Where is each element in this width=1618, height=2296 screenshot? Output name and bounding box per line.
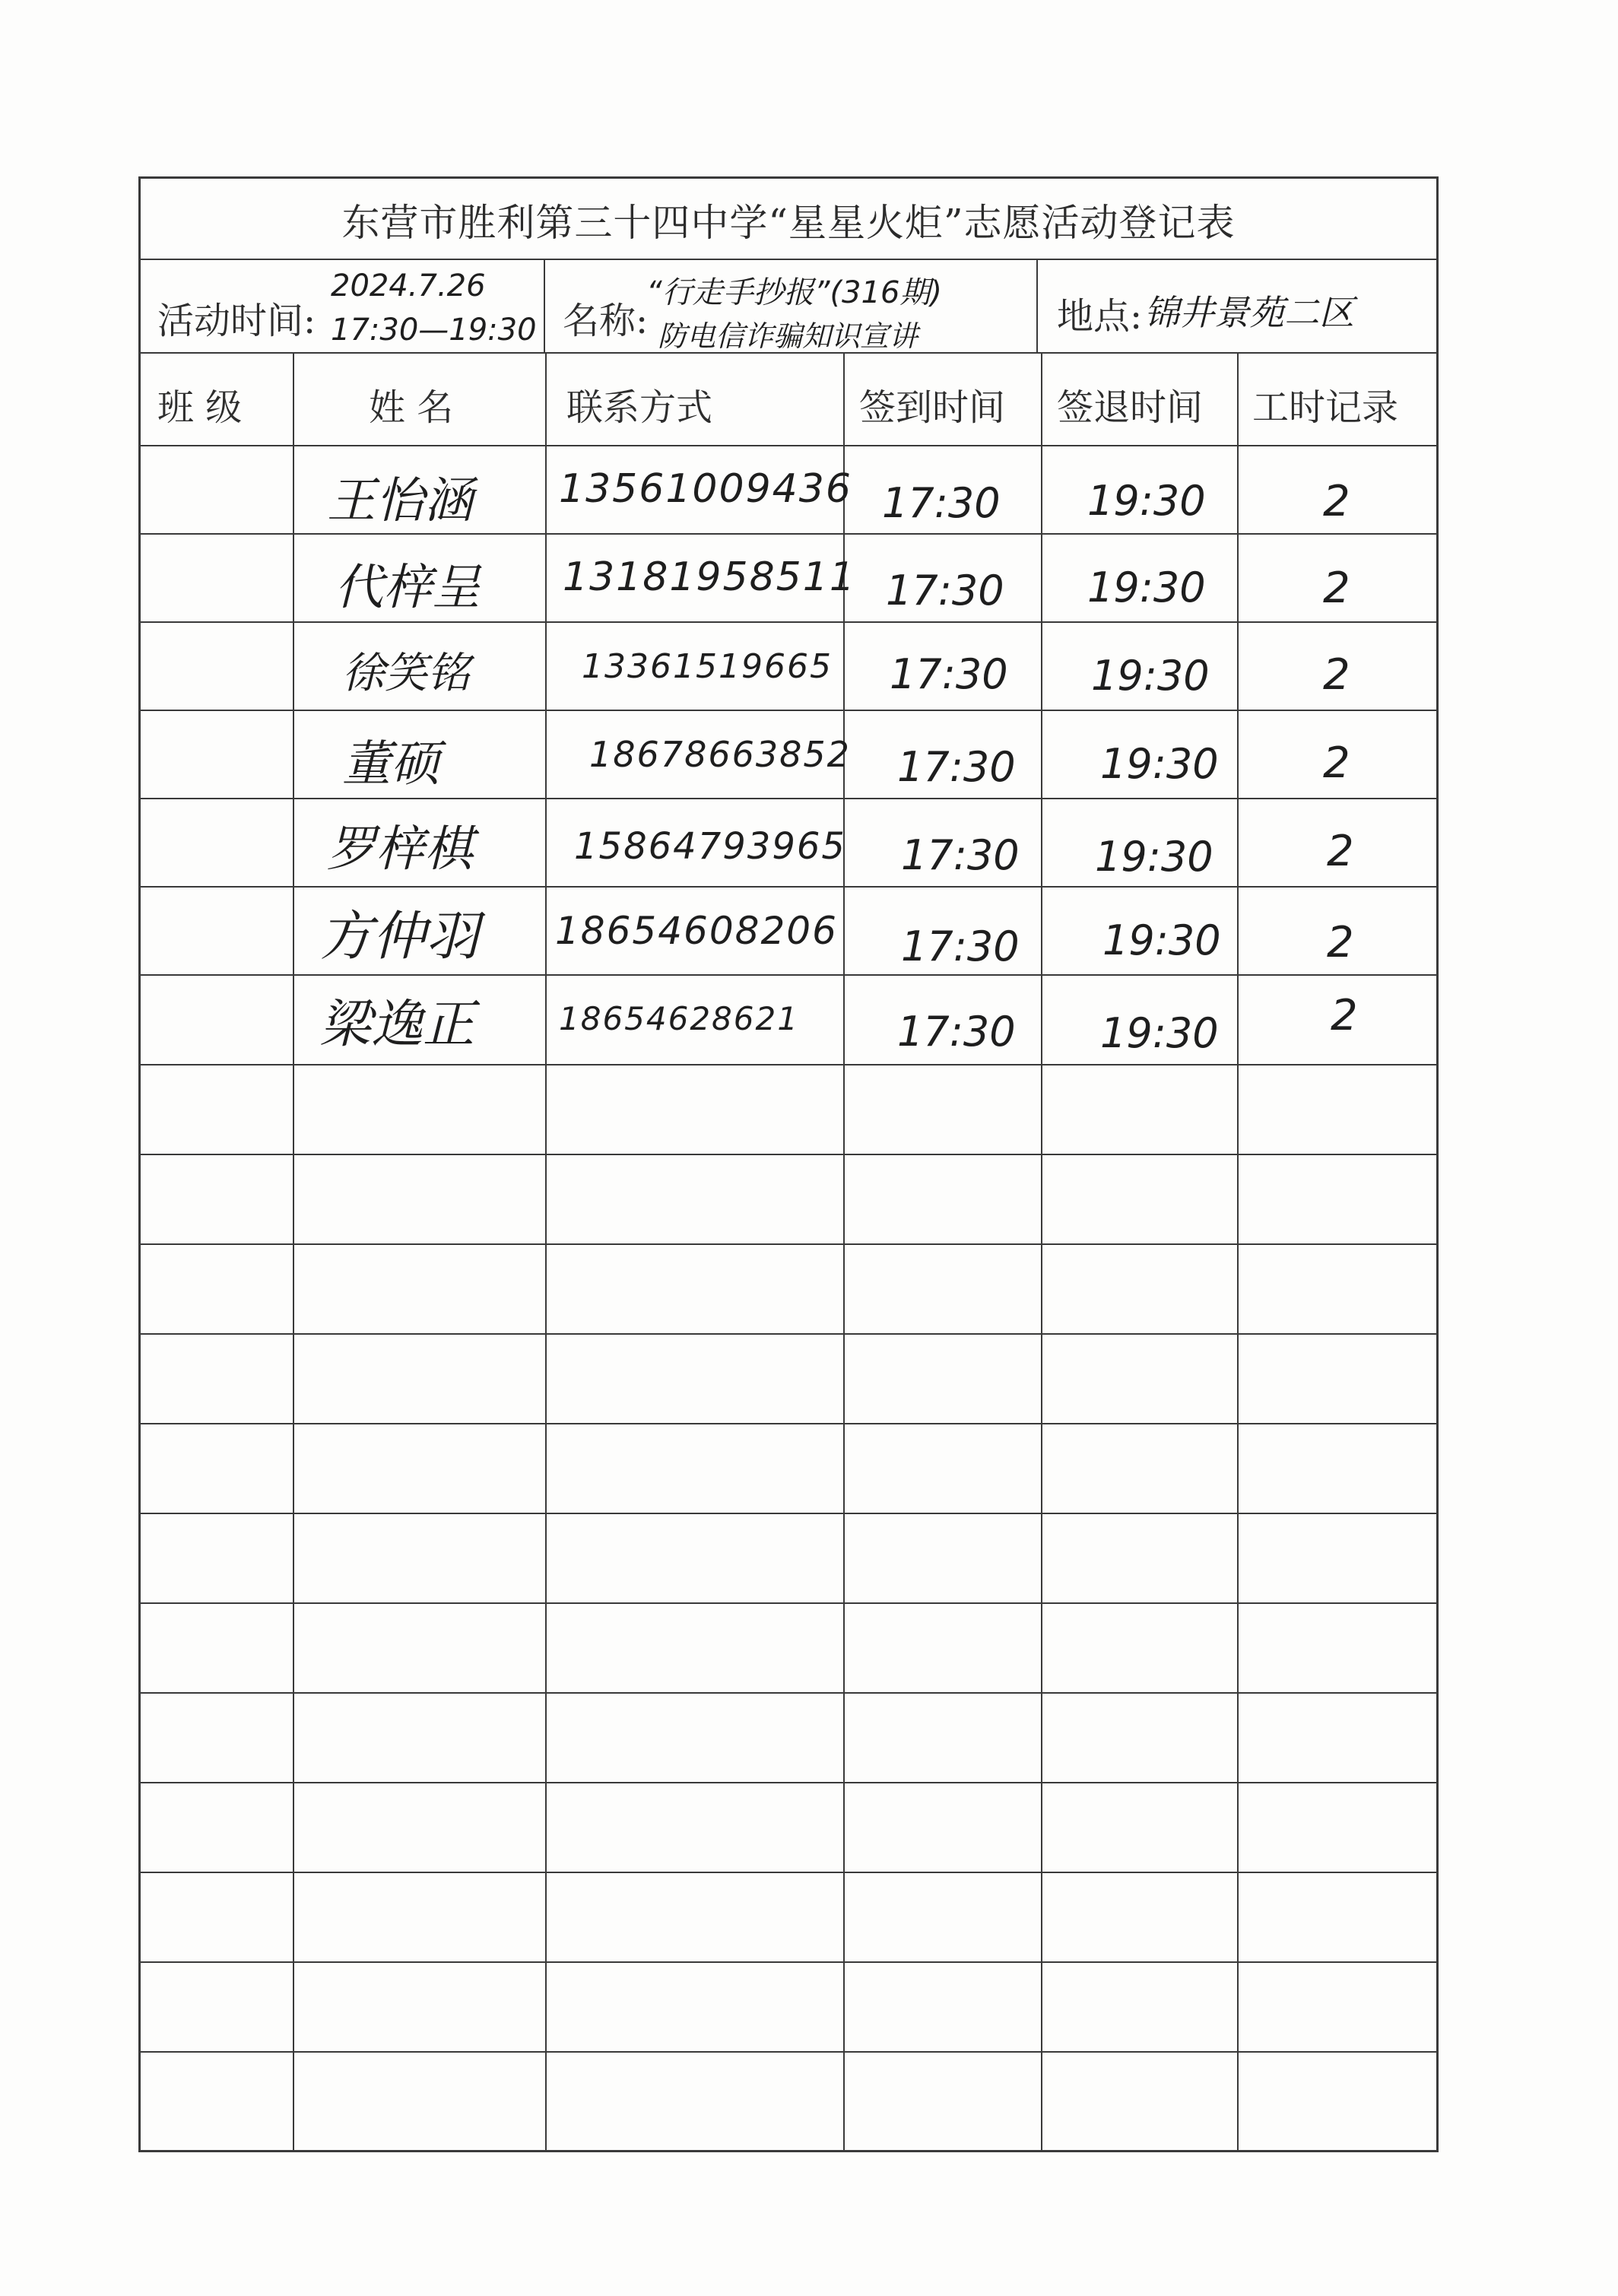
row-sign-in: 17:30 [886,567,1004,614]
divider [141,798,1436,799]
row-phone: 13561009436 [559,466,852,512]
divider [141,710,1436,711]
header-hours: 工时记录 [1252,386,1399,429]
divider [1237,352,1239,2150]
row-phone: 15864793965 [574,825,846,868]
divider [141,974,1436,976]
row-hours: 2 [1331,991,1358,1040]
divider [141,1872,1436,1873]
row-name: 代梓呈 [335,560,481,616]
form-title: 东营市胜利第三十四中学“星星火炬”志愿活动登记表 [341,201,1236,245]
activity-time-value: 17:30—19:30 [331,313,537,348]
row-sign-in: 17:30 [901,923,1020,970]
row-sign-out: 19:30 [1100,740,1219,788]
divider [141,1692,1436,1694]
divider [293,352,294,2150]
row-hours: 2 [1327,918,1354,967]
header-contact: 联系方式 [566,386,713,429]
registration-table [138,176,1439,2152]
divider [141,1333,1436,1335]
row-hours: 2 [1327,827,1354,876]
divider [843,352,845,2150]
row-sign-in: 17:30 [890,650,1008,698]
divider [545,352,547,2150]
row-phone: 13181958511 [563,554,856,600]
activity-topic-value: 防电信诈骗知识宣讲 [658,319,918,353]
divider [141,1602,1436,1604]
divider [141,2051,1436,2053]
divider [141,445,1436,446]
row-sign-in: 17:30 [901,831,1020,879]
divider [1041,352,1042,2150]
header-class: 班 级 [157,386,243,429]
row-hours: 2 [1323,564,1350,613]
row-sign-out: 19:30 [1095,833,1214,881]
divider [141,1961,1436,1963]
row-name: 徐笑铭 [342,649,470,698]
row-sign-in: 17:30 [897,743,1016,791]
row-sign-out: 19:30 [1091,652,1210,700]
row-name: 罗梓棋 [327,821,473,878]
row-name: 王怡涵 [327,473,473,529]
activity-time-label: 活动时间: [157,300,316,342]
header-sign-out: 签退时间 [1057,386,1204,429]
row-phone: 18654608206 [555,909,838,953]
divider [141,1513,1436,1514]
divider [141,259,1436,260]
row-sign-in: 17:30 [897,1008,1016,1056]
activity-name-value: “行走手抄报”(316期) [646,275,943,310]
row-sign-in: 17:30 [882,479,1001,527]
divider [1036,259,1038,352]
row-name: 方仲羽 [319,905,479,967]
row-hours: 2 [1323,738,1350,788]
row-sign-out: 19:30 [1100,1009,1219,1057]
activity-place-label: 地点: [1057,295,1143,338]
header-sign-in: 签到时间 [859,386,1006,429]
activity-place-value: 锦井景苑二区 [1144,292,1354,333]
activity-name-label: 名称: [563,300,649,342]
row-phone: 18654628621 [559,1000,799,1037]
row-name: 董硕 [342,736,439,792]
row-hours: 2 [1323,477,1350,526]
row-phone: 18678663852 [589,734,851,775]
divider [141,1423,1436,1424]
divider [141,1782,1436,1783]
row-name: 梁逸正 [319,995,475,1055]
divider [141,1243,1436,1245]
divider [141,533,1436,535]
row-sign-out: 19:30 [1087,564,1206,611]
header-name: 姓 名 [369,386,454,429]
row-phone: 13361519665 [582,647,833,686]
divider [141,1154,1436,1155]
divider [544,259,545,352]
activity-date-value: 2024.7.26 [331,268,486,303]
row-hours: 2 [1323,650,1350,700]
row-sign-out: 19:30 [1087,477,1206,525]
row-sign-out: 19:30 [1102,916,1221,964]
divider [141,886,1436,888]
divider [141,621,1436,623]
divider [141,1064,1436,1065]
